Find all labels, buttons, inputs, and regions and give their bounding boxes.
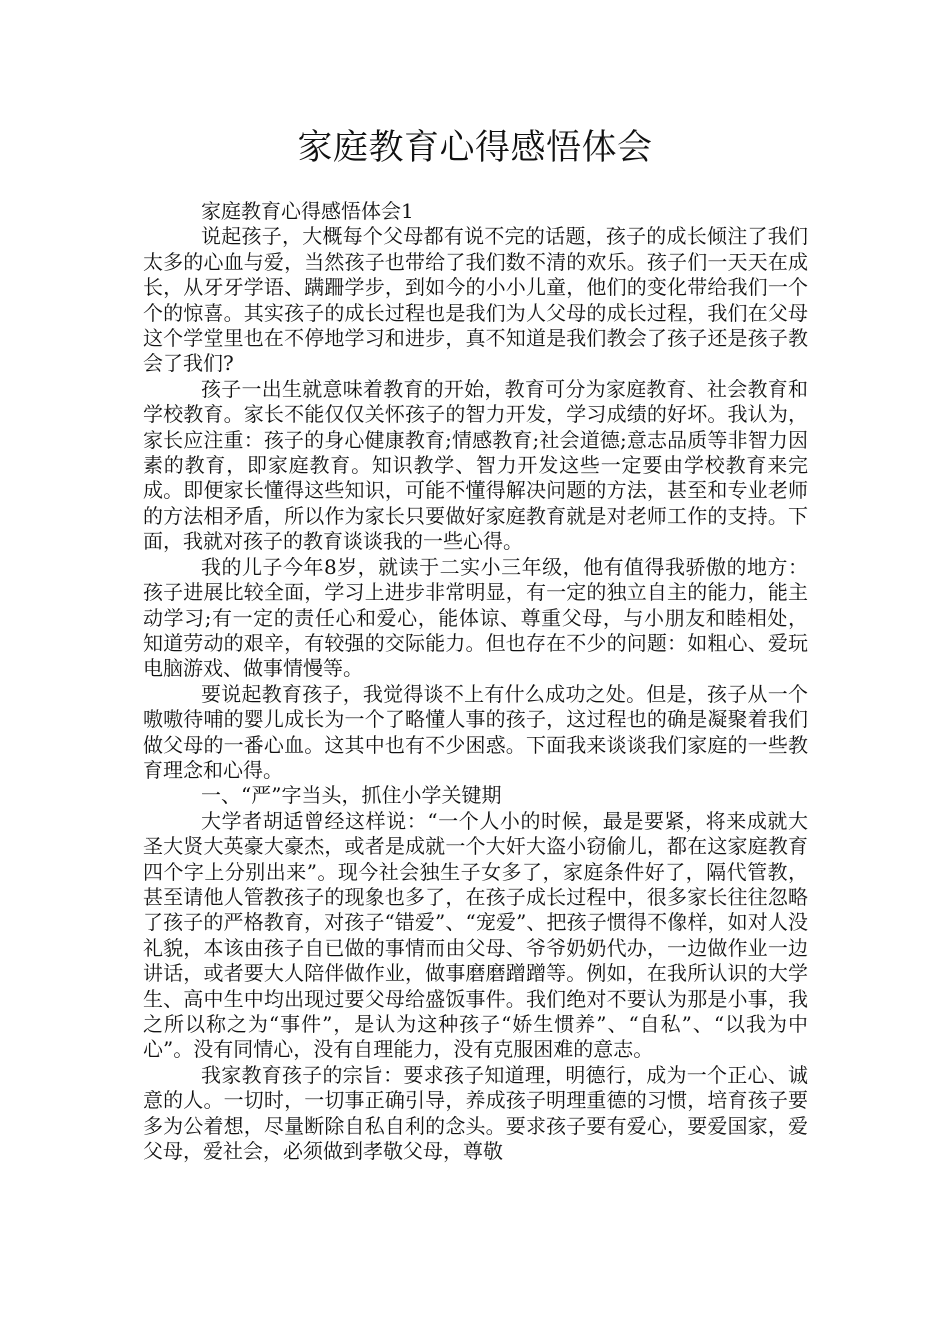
paragraph: 要说起教育孩子，我觉得谈不上有什么成功之处。但是，孩子从一个嗷嗷待哺的婴儿成长为一个了略懂人事的孩子，这过程也的确是凝聚着我们做父母的一番心血。这其中也有不少困惑。下面我来谈谈我们家庭的一些教育理念和心得。 [143, 681, 808, 782]
paragraph: 孩子一出生就意味着教育的开始，教育可分为家庭教育、社会教育和学校教育。家长不能仅仅关怀孩子的智力开发，学习成绩的好坏。我认为，家长应注重：孩子的身心健康教育;情感教育;社会道德;意志品质等非智力因素的教育，即家庭教育。知识教学、智力开发这些一定要由学校教育来完成。即便家长懂得这些知识，可能不懂得解决问题的方法，甚至和专业老师的方法相矛盾，所以作为家长只要做好家庭教育就是对老师工作的支持。下面，我就对孩子的教育谈谈我的一些心得。 [143, 376, 808, 554]
paragraph: 大学者胡适曾经这样说：“一个人小的时候，最是要紧，将来成就大圣大贤大英豪大豪杰，或者是成就一个大奸大盗小窃偷儿，都在这家庭教育四个字上分别出来”。现今社会独生子女多了，家庭条件好了，隔代管教，甚至请他人管教孩子的现象也多了，在孩子成长过程中，很多家长往往忽略了孩子的严格教育，对孩子“错爱”、“宠爱”、把孩子惯得不像样，如对人没礼貌，本该由孩子自已做的事情而由父母、爷爷奶奶代办，一边做作业一边讲话，或者要大人陪伴做作业，做事磨磨蹭蹭等。例如，在我所认识的大学生、高中生中均出现过要父母给盛饭事件。我们绝对不要认为那是小事，我之所以称之为“事件”，是认为这种孩子“娇生惯养”、“自私”、“以我为中心”。没有同情心，没有自理能力，没有克服困难的意志。 [143, 808, 808, 1062]
paragraph: 我的儿子今年8岁，就读于二实小三年级，他有值得我骄傲的地方：孩子进展比较全面，学习上进步非常明显，有一定的独立自主的能力，能主动学习;有一定的责任心和爱心，能体谅、尊重父母，与小朋友和睦相处，知道劳动的艰辛，有较强的交际能力。但也存在不少的问题：如粗心、爱玩电脑游戏、做事情慢等。 [143, 554, 808, 681]
paragraph: 说起孩子，大概每个父母都有说不完的话题，孩子的成长倾注了我们太多的心血与爱，当然孩子也带给了我们数不清的欢乐。孩子们一天天在成长，从牙牙学语、蹒跚学步，到如今的小小儿童，他们的变化带给我们一个个的惊喜。其实孩子的成长过程也是我们为人父母的成长过程，我们在父母这个学堂里也在不停地学习和进步，真不知道是我们教会了孩子还是孩子教会了我们? [143, 224, 808, 376]
section-heading: 一、“严”字当头，抓住小学关键期 [201, 783, 502, 808]
document-body [143, 199, 808, 1164]
document-subtitle: 家庭教育心得感悟体会1 [201, 199, 414, 223]
paragraph: 我家教育孩子的宗旨：要求孩子知道理，明德行，成为一个正心、诚意的人。一切时，一切事正确引导，养成孩子明理重德的习惯，培育孩子要多为公着想，尽量断除自私自利的念头。要求孩子要有爱心，要爱国家，爱父母，爱社会，必须做到孝敬父母，尊敬 [143, 1062, 808, 1164]
document-title: 家庭教育心得感悟体会 [297, 128, 653, 168]
